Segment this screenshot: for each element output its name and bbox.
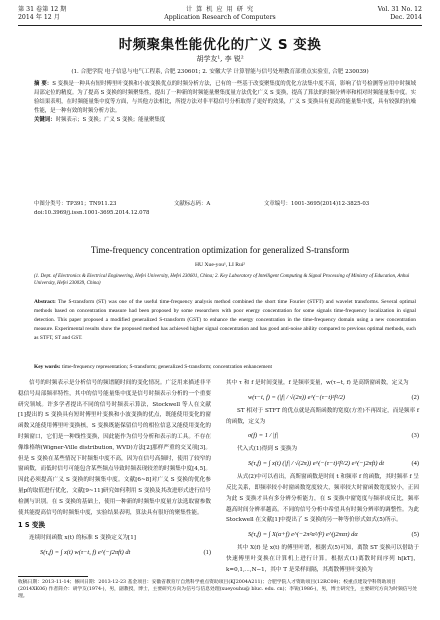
equation-4-number: (4) (411, 460, 419, 468)
equation-5-body: S(τ,f) = ∫ X(α+f) e^(−2π²α²/f²) e^(j2πατ) dα (248, 531, 358, 539)
doi-link[interactable]: doi:10.3969/j.issn.1001-3695.2014.12.078 (34, 210, 150, 216)
keywords-en-label: Key words: (34, 364, 61, 370)
equation-2-body: w(τ−t, f) = (|f| / √(2π)) e^(−(τ−t)²f²/2) (248, 393, 345, 401)
right-paragraph-3: 代入式(1)得到 S 变换为 (237, 446, 298, 453)
equation-5 (226, 526, 419, 543)
header-volume-no: Vol. 31 No. 12 (377, 6, 422, 13)
equation-3 (226, 427, 419, 444)
section-heading-1: 1 S 变换 (18, 521, 46, 530)
abstract-en (34, 298, 416, 343)
abstract-cn (34, 80, 416, 125)
right-paragraph-2: ST 相对于 STFT 的优点就是高斯函数的宽度(方差)不再固定，而是频率 f 的函数，定义为 (226, 407, 419, 425)
article-number: 文章编号：1001-3695(2014)12-3825-03 (264, 201, 370, 207)
right-paragraph-4: 从式(2)中可以看出，高斯窗函数是时间 t 和频率 f 的函数，其时频率 f 呈反比关系，即频率较小时窗函数宽度较大，频率较大时窗函数宽度较小，正因为此 S 变换才具有多分辨分析能力，在 S 变换中窗宽度与频率成反比，频率越高时间分辨率越高。不同的信号分析中希望具有时频分辨率的调整性。为此 Stockwell 在文献[1]中提出了 S 变换的另一种等价形式如式(5)所示。 (226, 474, 419, 524)
header-journal-en: Application Research of Computers (164, 14, 276, 21)
header-journal-cn: 计 算 机 应 用 研 究 (185, 6, 255, 13)
clc-number: 中图分类号：TP391；TN911.23 (34, 201, 117, 207)
footnote-rule (18, 576, 88, 577)
header-date-cn: 2014 年 12 月 (18, 14, 60, 21)
authors-en: HU Xue-you¹, LI Rui² (195, 262, 245, 268)
running-header (18, 4, 422, 30)
keywords-en (34, 363, 416, 371)
abstract-en-label: Abstract: (34, 299, 56, 305)
right-paragraph-5: 其中 X(f) 是 x(t) 的傅里叶谱，根据式(5)可知，离散 ST 变换可以借助于快速傅里叶变换在计算机上进行计算。根据式(1)离散时间序列 h[kT]，k=0,1,⋯,N−1，其中 T 是采样间隔，其离散傅里叶变换为 (226, 545, 419, 573)
header-journal (18, 6, 422, 22)
header-volume-en (378, 6, 422, 22)
equation-4 (226, 455, 419, 472)
header-date-en: Dec. 2014 (390, 14, 422, 21)
keywords-en-text: time-frequency representation; S-transform; generalized S-transform; concentration enhancement (61, 364, 273, 370)
equation-1 (18, 544, 211, 561)
header-volume-cn: 第 31 卷第 12 期 (18, 6, 67, 13)
equation-3-body: σ(f) = 1 / |f| (248, 432, 279, 440)
equation-3-number: (3) (411, 432, 419, 440)
equation-4-body: S(τ,f) = ∫ x(t) (|f| / √(2π)) e^(−(τ−t)²f²/2) e^(−j2πft) dt (248, 460, 385, 468)
abstract-cn-text: S 变换是一种具有短时傅里叶变换和小波变换优点的时频分析方法，已有的一些基于改变聚集度的优化方法集中度不高，影响了信号检测等应用中时频域局部定位的精度。为了提高 S 变换的时频聚集性，提出了一种新的时频能量聚集度量方法优化广义 S 变换，提高了算法的时频分辨率和相对时频能量集中度。实验结果表明，在时频能量集中度等方面，与其他方法相比，所提方法对非平稳信号分析取得了更好的效果，广义 S 变换具有更高的能量集中度，具有较强的抗噪性能，是一种有效的时频分析方法。 (34, 81, 416, 114)
keywords-cn-text: 时频表示；S 变换；广义 S 变换；能量聚集度 (55, 117, 166, 123)
document-code: 文献标志码：A (174, 201, 211, 207)
abstract-cn-label: 摘 要： (34, 81, 53, 87)
footnote-text: 收稿日期：2013-11-14；修回日期：2013-12-23 基金项目：安徽省教育厅自然科学重点资助项目(KJ2004A211)；合肥学院人才资助项目(12RC09)；校重点建设学科资助项目(2014XK06) 作者简介：胡学友(1974-)，男，副教授，博士，主要研究方向为信号与信息处理(xueyouhu@ bluc. edu. cn)；李锐(1986-)，男，博士研究生，主要研究方向为时频信号处理。 (18, 580, 418, 600)
authors-cn: 胡学友¹, 李 锐² (196, 55, 244, 63)
equation-2-number: (2) (411, 393, 419, 401)
section1-paragraph: 连续时间函数 x(t) 的标准 S 变换定义为[1] (29, 535, 136, 542)
header-rule (18, 25, 422, 26)
body-column-left (18, 378, 211, 561)
abstract-en-text: The S-transform (ST) was one of the useful time-frequency analysis method combined the short time Fourier (STFT) and wavelet transforms. Several optimal methods based on concentration measure had been proposed by some researchers with poor energy concentration for some signals time-frequency localization in signal detection. This paper proposed a modified generalized S-transform (GST) to enhance the energy concentration in the time-frequency domain using a new concentration measure. Experimental results show the proposed method has achieved higher signal concentration and has good anti-noise ability compared to previous optimal methods, such as STFT, ST and GST. (34, 299, 416, 341)
keywords-cn-label: 关键词： (34, 117, 56, 123)
intro-paragraph: 信号的时频表示是分析信号的频谱随时间的变化情况。广泛用来描述非平稳信号局部频率特性，其中的信号能量集中度是信号时频表示分析的一个重要研究领域。许多学者提出不同的信号时频表示算法，Stockwell 等人在文献[1]提出的 S 变换具有短时傅里叶变换和小波变换的优点，既能使用变化的窗函数又能使用傅里叶变换核，S 变换既能保留信号的相位信息又能使用变化的时频窗口，它们是一种线性变换，因此能作为信号分析和表示的工具。不存在像维格纳(Wigner-Ville distribution, WVD)方法[2]那样严重的交叉项[3]。但是 S 变换在某些情况下时频集中度不高，因为在信号高频时，使用了较窄的窗函数，而低时信号可能包含某些频点导致时频表现较差的时频集中度[4,5]。因此必须提高广义 S 变换的时频集中度。文献[6~8]对广义 S 变换的优化参量p的取值进行优化，文献[9~11]研究如何利用 S 变换及其改进形式进行信号检测与识别。在 S 变换的基础上，使用一种新的时频集中度量方法选取窗参数使其能提高信号的时频集中度，实验结果表明，算法具有很好的聚集性能。 (18, 380, 211, 516)
affiliation-cn: (1. 合肥学院 电子信息与电气工程系, 合肥 230601; 2. 安徽大学 计算智能与信号处理教育部重点实验室, 合肥 230039) (71, 69, 369, 75)
body-column-right-content (226, 378, 419, 576)
footnote (18, 576, 422, 601)
equation-1-body: S(τ,f) = ∫ x(t) w(τ−t, f) e^(−j2πft) dt (40, 548, 131, 556)
right-paragraph-1: 其中 τ 和 f 是时间变量，f 是频率变量，w(τ−t, f) 是高斯窗函数，定义为 (226, 380, 409, 386)
affiliation-en: (1. Dept. of Electronics & Electrical Engineering, Hefei University, Hefei 230601, China; 2. Key Laboratory of Intelligent Computing & Signal Processing of Ministry of Education, Anhui University, Hefei 230039, China) (34, 274, 410, 286)
paper-title-cn: 时频聚集性能优化的广义 S 变换 (118, 37, 322, 53)
paper-title-en: Time-frequency concentration optimization for generalized S-transform (90, 245, 350, 255)
equation-2 (226, 389, 419, 406)
equation-1-number: (1) (203, 548, 211, 556)
equation-5-number: (5) (411, 531, 419, 539)
keywords-cn (34, 116, 416, 125)
